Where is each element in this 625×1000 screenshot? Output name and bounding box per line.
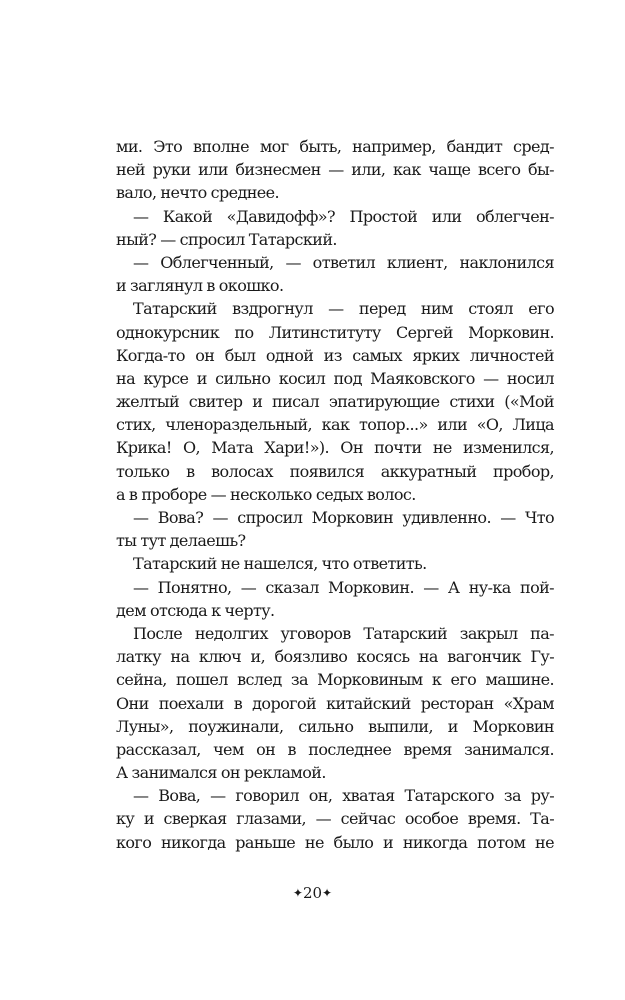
text-line: — Облегченный, — ответил клиент, наклонился xyxy=(133,252,554,272)
text-line: однокурсник по Литинституту Сергей Морковин. xyxy=(116,322,554,342)
text-line: ней руки или бизнесмен — или, как чаще всего бы- xyxy=(116,160,554,180)
text-line: кого никогда раньше не было и никогда потом не xyxy=(116,832,554,852)
text-line: — Вова, — говорил он, хватая Татарского за ру- xyxy=(133,786,554,806)
text-line: Луны», поужинали, сильно выпили, и Морковин xyxy=(116,716,554,736)
text-line: на курсе и сильно косил под Маяковского — носил xyxy=(116,368,554,388)
text-line: и заглянул в окошко. xyxy=(116,276,284,296)
text-line: Татарский не нашелся, что ответить. xyxy=(133,554,427,574)
ornament-right-icon: ✦ xyxy=(322,886,333,900)
text-line: — Какой «Давидофф»? Простой или облегчен- xyxy=(133,206,554,226)
text-line: А занимался он рекламой. xyxy=(116,763,326,783)
text-line: Татарский вздрогнул — перед ним стоял его xyxy=(133,299,554,319)
text-line: Когда-то он был одной из самых ярких личностей xyxy=(116,345,554,365)
text-line: сейна, пошел вслед за Морковиным к его машине. xyxy=(116,670,554,690)
text-line: вало, нечто среднее. xyxy=(116,183,280,203)
text-line: Крика! О, Мата Хари!»). Он почти не изменился, xyxy=(116,438,554,458)
text-line: ный? — спросил Татарский. xyxy=(116,229,337,249)
page-number: 20 xyxy=(302,884,323,902)
text-line: ми. Это вполне мог быть, например, бандит сред- xyxy=(116,137,554,156)
text-line: После недолгих уговоров Татарский закрыл па- xyxy=(133,623,554,643)
text-line: только в волосах появился аккуратный пробор, xyxy=(116,461,554,481)
text-line: а в проборе — несколько седых волос. xyxy=(116,484,416,504)
text-line: ты тут делаешь? xyxy=(116,531,246,551)
page-footer xyxy=(0,884,625,902)
text-line: рассказал, чем он в последнее время занимался. xyxy=(116,739,554,759)
text-line: ку и сверкая глазами, — сейчас особое время. Та- xyxy=(116,809,554,829)
text-line: желтый свитер и писал эпатирующие стихи («Мой xyxy=(116,392,554,412)
text-line: стих, членораздельный, как топор...» или «О, Лица xyxy=(116,415,554,435)
text-line: латку на ключ и, боязливо косясь на вагончик Гу- xyxy=(116,647,554,667)
text-line: дем отсюда к черту. xyxy=(116,600,275,620)
text-line: — Вова? — спросил Морковин удивленно. — Что xyxy=(133,508,554,527)
ornament-left-icon: ✦ xyxy=(292,886,303,900)
body-text xyxy=(116,135,554,854)
text-line: Они поехали в дорогой китайский ресторан «Храм xyxy=(116,693,554,713)
text-line: — Понятно, — сказал Морковин. — А ну-ка пой- xyxy=(133,577,554,597)
